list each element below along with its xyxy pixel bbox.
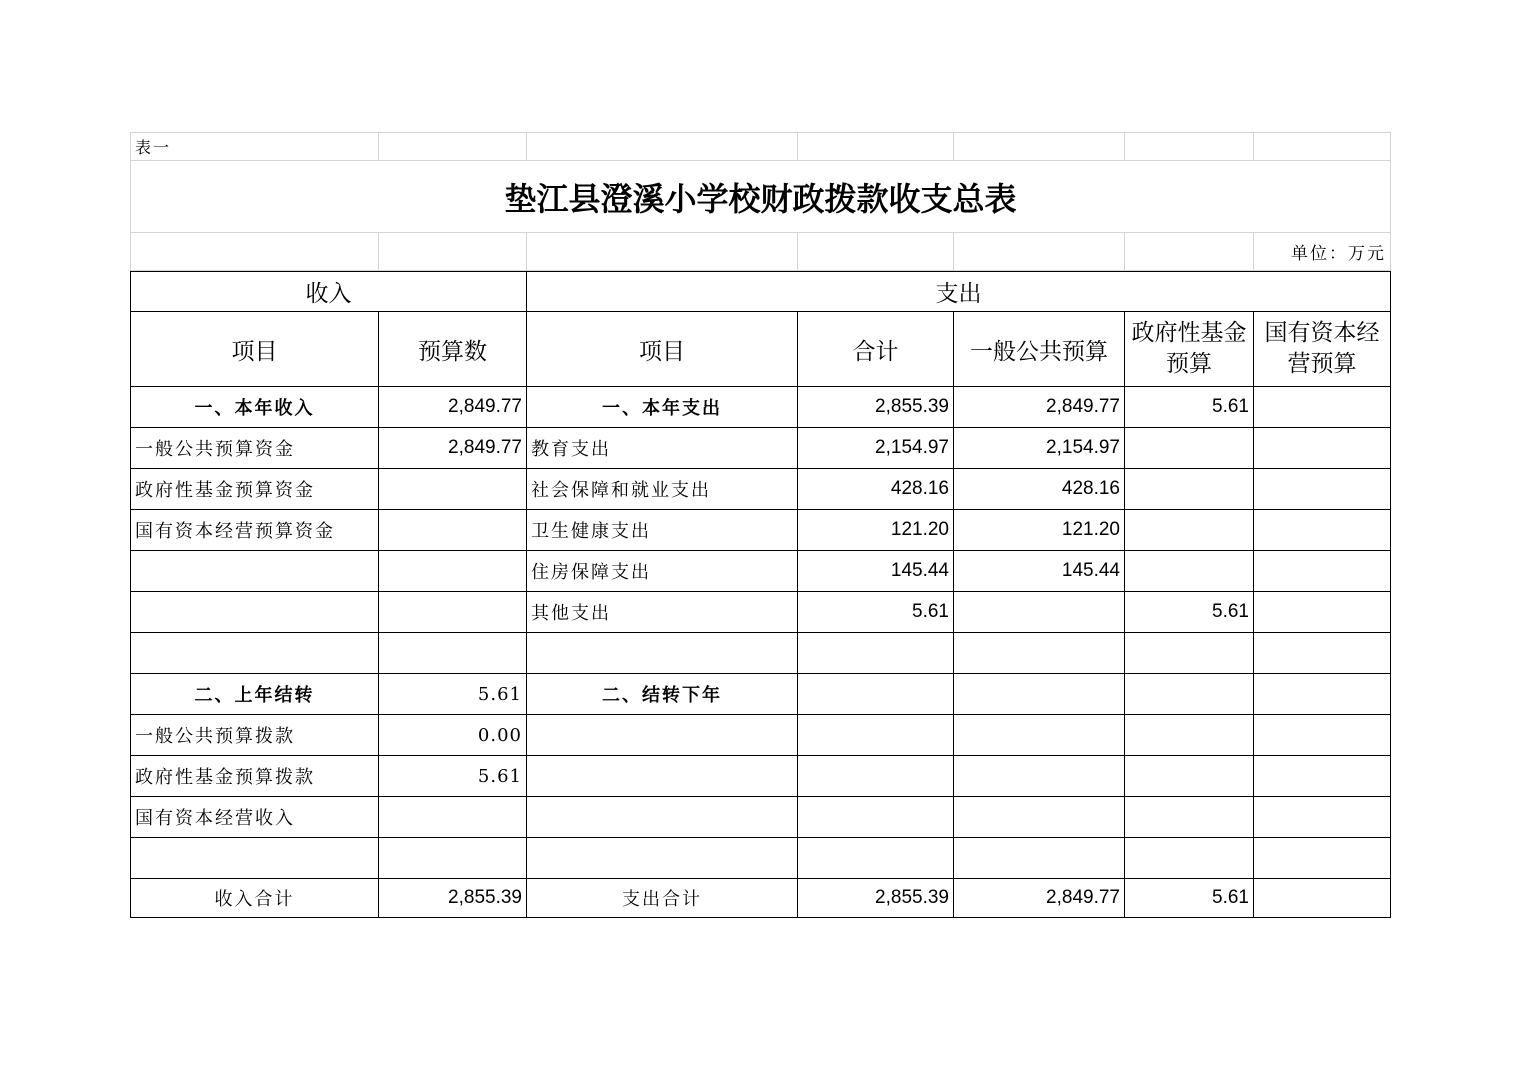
expense-item xyxy=(527,633,798,674)
table-row xyxy=(131,428,1391,469)
table-row xyxy=(131,838,1391,879)
expense-general xyxy=(954,592,1125,633)
income-item: 政府性基金预算拨款 xyxy=(131,756,379,797)
expense-general xyxy=(954,633,1125,674)
income-value xyxy=(379,633,527,674)
page-title: 垫江县澄溪小学校财政拨款收支总表 xyxy=(131,161,1391,233)
income-value: 2,849.77 xyxy=(379,428,527,469)
expense-general-sum: 2,849.77 xyxy=(954,879,1125,918)
expense-item: 卫生健康支出 xyxy=(527,510,798,551)
expense-gov-fund xyxy=(1125,510,1254,551)
expense-total xyxy=(798,838,954,879)
column-header-row xyxy=(131,312,1391,387)
income-item: 国有资本经营预算资金 xyxy=(131,510,379,551)
expense-gov-fund xyxy=(1125,428,1254,469)
expense-gov-fund xyxy=(1125,797,1254,838)
expense-item: 二、结转下年 xyxy=(527,674,798,715)
expense-gov-fund: 5.61 xyxy=(1125,387,1254,428)
income-value xyxy=(379,551,527,592)
expense-total: 121.20 xyxy=(798,510,954,551)
expense-state-capital-sum xyxy=(1254,879,1391,918)
expense-total: 2,855.39 xyxy=(798,387,954,428)
income-value: 2,849.77 xyxy=(379,387,527,428)
table-row xyxy=(131,592,1391,633)
expense-item xyxy=(527,756,798,797)
expense-gov-fund xyxy=(1125,674,1254,715)
table-number: 表一 xyxy=(131,133,379,161)
income-item xyxy=(131,592,379,633)
income-budget-header: 预算数 xyxy=(379,312,527,387)
expense-state-capital xyxy=(1254,469,1391,510)
table-row xyxy=(131,551,1391,592)
income-item: 国有资本经营收入 xyxy=(131,797,379,838)
expense-general xyxy=(954,838,1125,879)
expense-general: 2,154.97 xyxy=(954,428,1125,469)
expense-gov-fund-sum: 5.61 xyxy=(1125,879,1254,918)
state-capital-header: 国有资本经营预算 xyxy=(1254,312,1391,387)
expense-state-capital xyxy=(1254,674,1391,715)
expense-general: 145.44 xyxy=(954,551,1125,592)
expense-state-capital xyxy=(1254,428,1391,469)
budget-table xyxy=(130,271,1391,918)
expense-total xyxy=(798,633,954,674)
expense-total-label: 支出合计 xyxy=(527,879,798,918)
gov-fund-header: 政府性基金预算 xyxy=(1125,312,1254,387)
income-value xyxy=(379,797,527,838)
expense-item-header: 项目 xyxy=(527,312,798,387)
expense-total: 5.61 xyxy=(798,592,954,633)
budget-sheet xyxy=(130,132,1390,918)
income-value xyxy=(379,838,527,879)
expense-total xyxy=(798,756,954,797)
table-row xyxy=(131,797,1391,838)
expense-general xyxy=(954,797,1125,838)
income-item xyxy=(131,838,379,879)
expense-total: 145.44 xyxy=(798,551,954,592)
income-value: 5.61 xyxy=(379,674,527,715)
expense-state-capital xyxy=(1254,633,1391,674)
expense-gov-fund xyxy=(1125,633,1254,674)
income-value xyxy=(379,510,527,551)
expense-state-capital xyxy=(1254,510,1391,551)
expense-item: 其他支出 xyxy=(527,592,798,633)
expense-gov-fund xyxy=(1125,756,1254,797)
expense-item xyxy=(527,797,798,838)
expense-gov-fund xyxy=(1125,551,1254,592)
income-section-header: 收入 xyxy=(131,272,527,312)
section-header-row xyxy=(131,272,1391,312)
expense-item xyxy=(527,838,798,879)
expense-general: 2,849.77 xyxy=(954,387,1125,428)
total-header: 合计 xyxy=(798,312,954,387)
income-item xyxy=(131,633,379,674)
expense-item: 一、本年支出 xyxy=(527,387,798,428)
expense-general xyxy=(954,756,1125,797)
expense-section-header: 支出 xyxy=(527,272,1391,312)
income-item-header: 项目 xyxy=(131,312,379,387)
income-item: 一般公共预算拨款 xyxy=(131,715,379,756)
expense-state-capital xyxy=(1254,551,1391,592)
unit-label: 单位：万元 xyxy=(1254,233,1391,271)
income-value xyxy=(379,592,527,633)
expense-item: 社会保障和就业支出 xyxy=(527,469,798,510)
income-item: 一般公共预算资金 xyxy=(131,428,379,469)
table-row xyxy=(131,633,1391,674)
income-item: 一、本年收入 xyxy=(131,387,379,428)
expense-general: 121.20 xyxy=(954,510,1125,551)
expense-gov-fund xyxy=(1125,838,1254,879)
expense-total: 2,154.97 xyxy=(798,428,954,469)
expense-gov-fund: 5.61 xyxy=(1125,592,1254,633)
expense-item: 住房保障支出 xyxy=(527,551,798,592)
income-value xyxy=(379,469,527,510)
expense-state-capital xyxy=(1254,756,1391,797)
expense-gov-fund xyxy=(1125,469,1254,510)
table-row xyxy=(131,715,1391,756)
income-value: 0.00 xyxy=(379,715,527,756)
table-row xyxy=(131,510,1391,551)
table-row xyxy=(131,387,1391,428)
expense-total-sum: 2,855.39 xyxy=(798,879,954,918)
income-item xyxy=(131,551,379,592)
expense-gov-fund xyxy=(1125,715,1254,756)
expense-state-capital xyxy=(1254,838,1391,879)
table-row xyxy=(131,674,1391,715)
income-item: 二、上年结转 xyxy=(131,674,379,715)
expense-state-capital xyxy=(1254,797,1391,838)
income-total-label: 收入合计 xyxy=(131,879,379,918)
expense-item: 教育支出 xyxy=(527,428,798,469)
expense-total xyxy=(798,674,954,715)
expense-general xyxy=(954,715,1125,756)
totals-row xyxy=(131,879,1391,918)
income-item: 政府性基金预算资金 xyxy=(131,469,379,510)
general-budget-header: 一般公共预算 xyxy=(954,312,1125,387)
expense-state-capital xyxy=(1254,387,1391,428)
expense-total xyxy=(798,715,954,756)
expense-general: 428.16 xyxy=(954,469,1125,510)
expense-total xyxy=(798,797,954,838)
expense-state-capital xyxy=(1254,592,1391,633)
sheet-header-grid xyxy=(130,132,1391,271)
expense-general xyxy=(954,674,1125,715)
expense-state-capital xyxy=(1254,715,1391,756)
income-value: 5.61 xyxy=(379,756,527,797)
expense-item xyxy=(527,715,798,756)
expense-total: 428.16 xyxy=(798,469,954,510)
table-row xyxy=(131,756,1391,797)
income-total-value: 2,855.39 xyxy=(379,879,527,918)
table-row xyxy=(131,469,1391,510)
